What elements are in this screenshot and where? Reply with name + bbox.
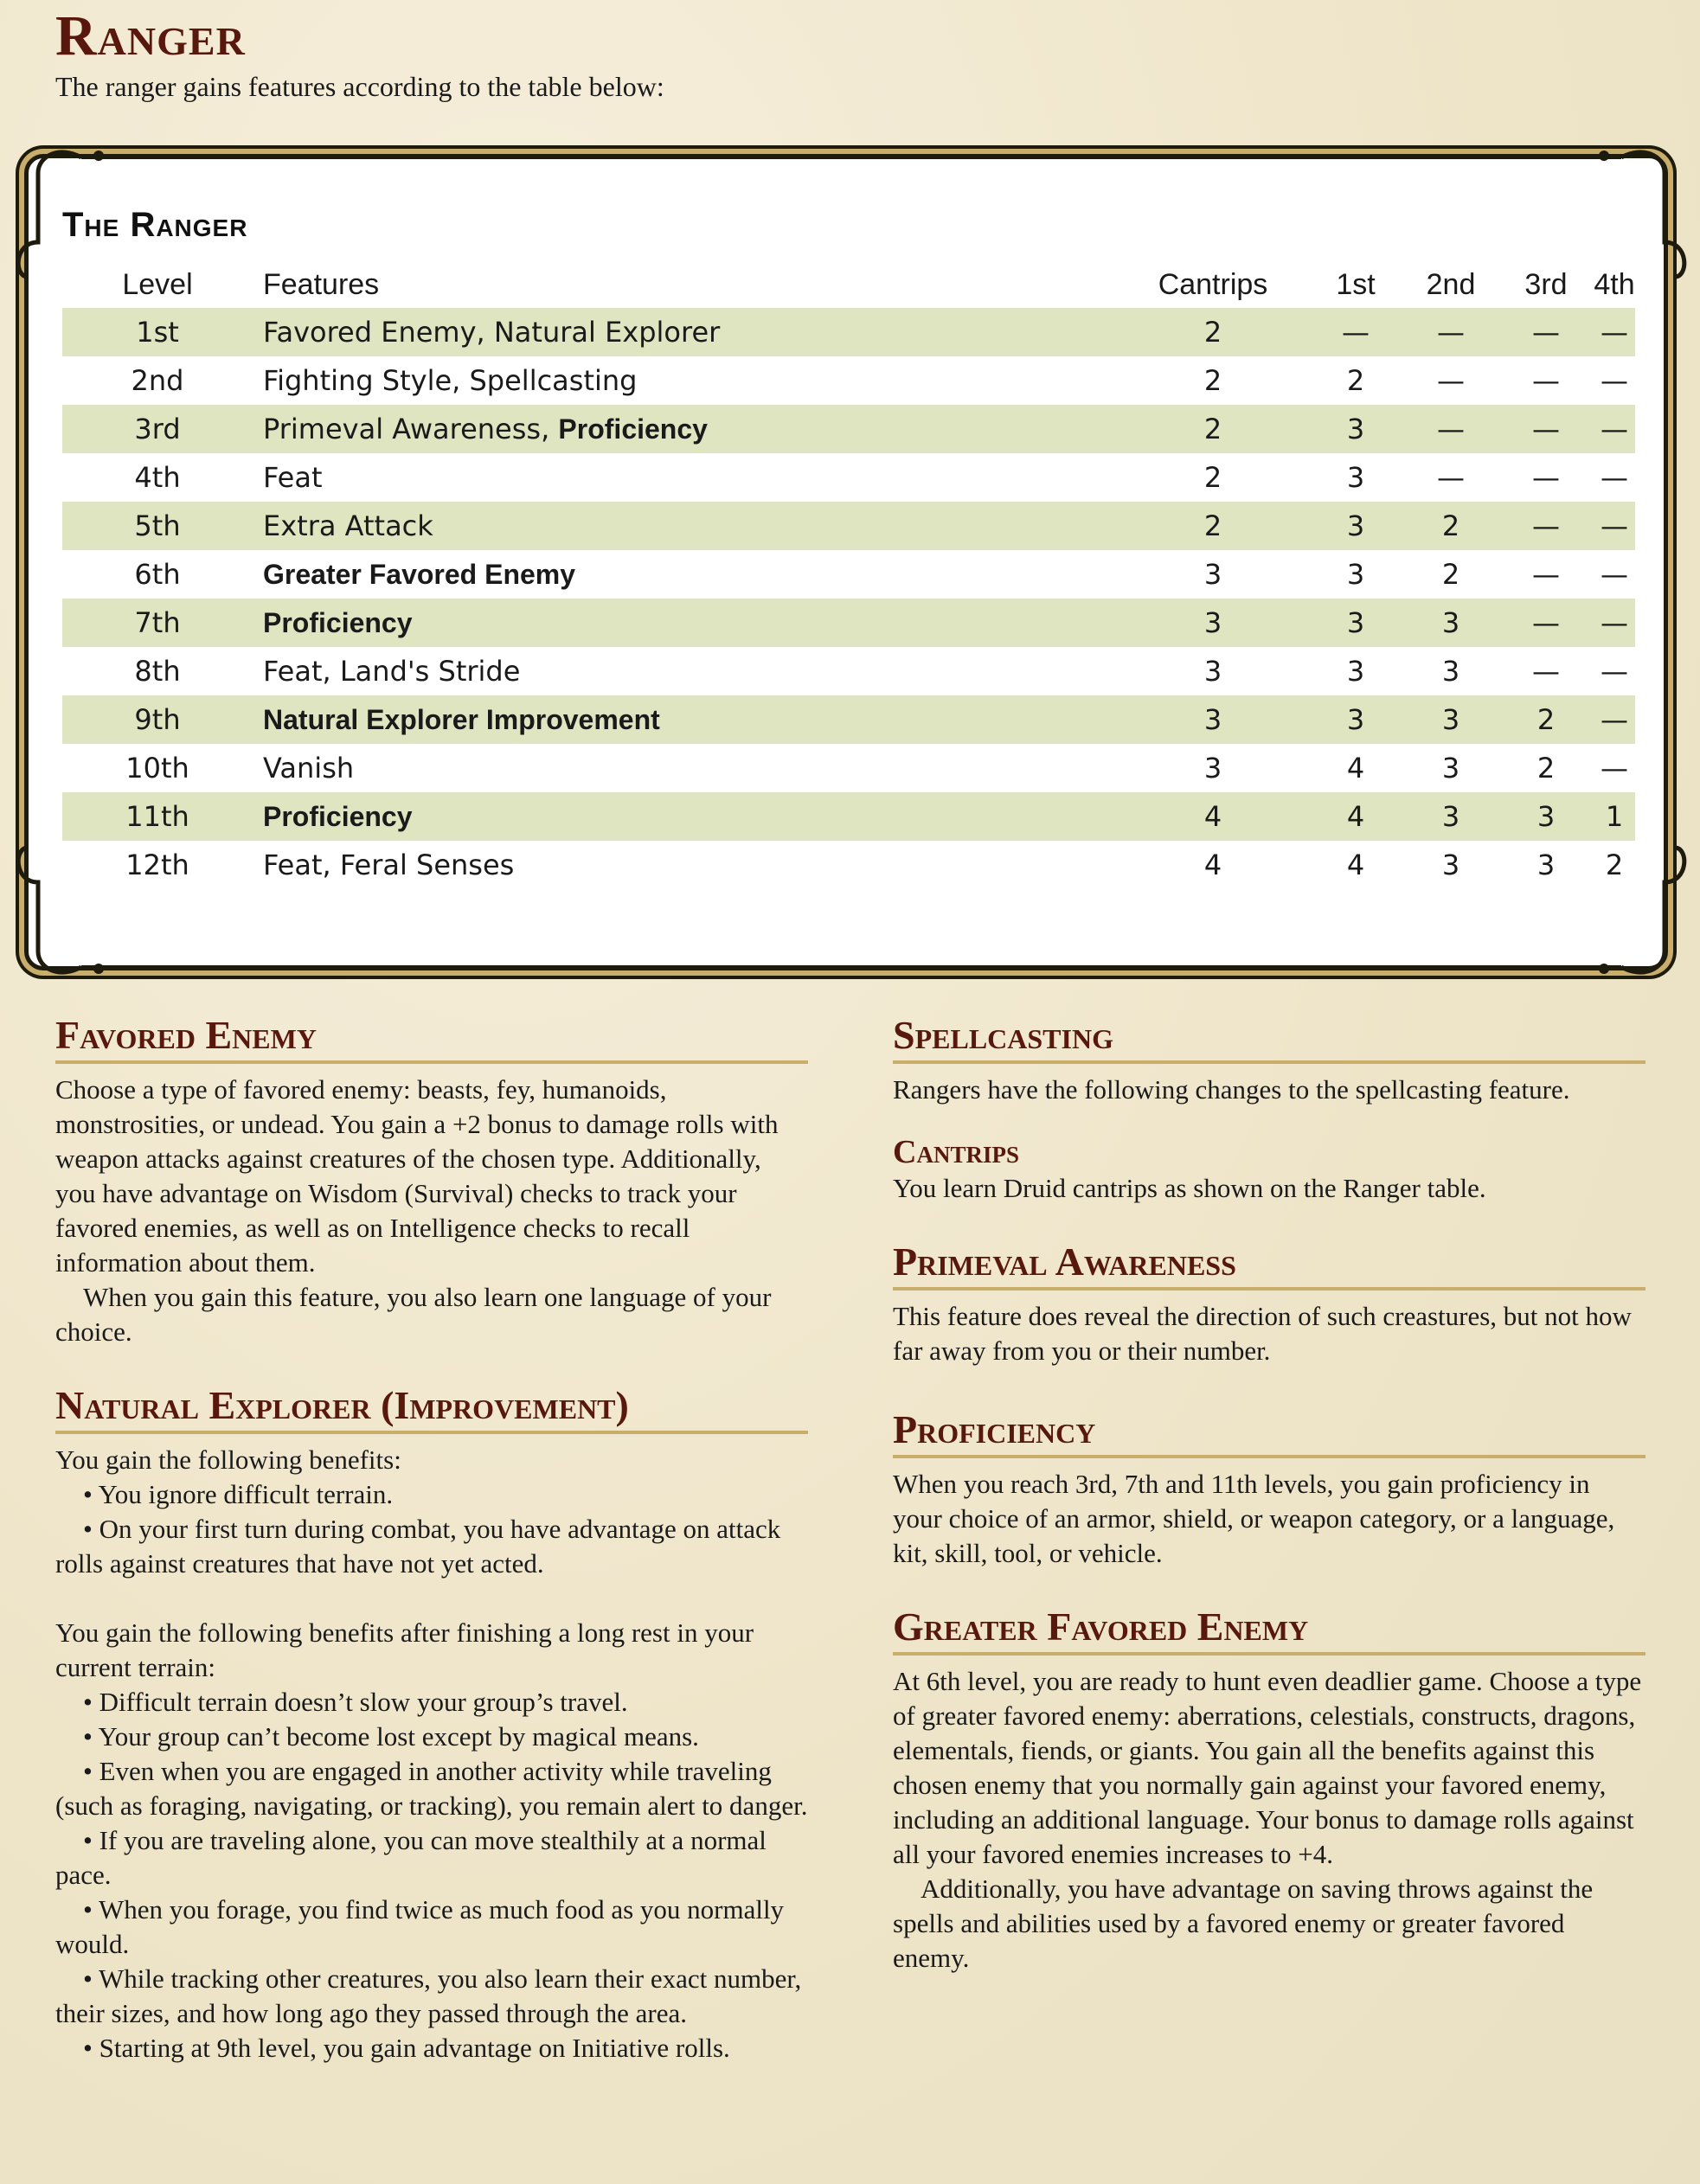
header-slot-4th: 4th <box>1594 267 1635 301</box>
ranger-table <box>62 261 1635 889</box>
cell-cantrips: 3 <box>1203 752 1222 785</box>
cell-cantrips: 3 <box>1203 655 1222 688</box>
cell-slot-4th: — <box>1594 599 1635 647</box>
cell-level: 11th <box>62 792 253 841</box>
cell-slot-1st: 3 <box>1346 461 1365 494</box>
natural-explorer-intro: You gain the following benefits: <box>55 1444 401 1475</box>
cell-level: 8th <box>134 655 181 688</box>
cell-slot-4th: — <box>1594 308 1635 356</box>
table-row <box>62 502 1635 550</box>
cell-slot-3rd: — <box>1532 364 1560 397</box>
cell-features: Feat, Feral Senses <box>263 849 515 881</box>
cell-slot-4th: 1 <box>1594 792 1635 841</box>
table-row <box>62 308 1635 356</box>
heading-natural-explorer: Natural Explorer (Improvement) <box>55 1382 808 1434</box>
cell-slot-1st: 3 <box>1346 655 1365 688</box>
cell-slot-4th: — <box>1594 695 1635 744</box>
heading-primeval-awareness: Primeval Awareness <box>893 1239 1645 1291</box>
cell-slot-2nd: — <box>1403 308 1498 356</box>
favored-enemy-text: Choose a type of favored enemy: beasts, fey, humanoids, monstrosities, or undead. You gain a +2 bonus to damage rolls with weapon attacks against creatures of the chosen type. Additionally, you have advantage on Wisdom (Survival) checks to track your favored enemies, as well as on Intelligence checks to recall information about them. <box>55 1074 779 1278</box>
header-features: Features <box>263 267 380 301</box>
cell-slot-3rd: 3 <box>1536 849 1556 881</box>
list-item: • On your first turn during combat, you have advantage on attack rolls against creatures that have not yet acted. <box>55 1514 781 1579</box>
cell-slot-3rd: — <box>1498 599 1594 647</box>
spellcasting-text: Rangers have the following changes to the spellcasting feature. <box>893 1074 1570 1105</box>
cell-slot-4th: — <box>1601 558 1628 591</box>
left-column <box>55 1012 808 2066</box>
cell-slot-2nd: — <box>1403 405 1498 453</box>
cell-cantrips: 4 <box>1118 792 1308 841</box>
cell-features: Vanish <box>263 752 355 785</box>
cell-slot-1st: 2 <box>1346 364 1365 397</box>
header-slot-3rd: 3rd <box>1524 267 1568 301</box>
cell-slot-1st: 4 <box>1308 792 1403 841</box>
cell-slot-2nd: 3 <box>1403 695 1498 744</box>
heading-spellcasting: Spellcasting <box>893 1012 1645 1064</box>
natural-explorer-intro-2: You gain the following benefits after finishing a long rest in your current terrain: <box>55 1617 754 1682</box>
header-slot-1st: 1st <box>1336 267 1376 301</box>
cell-features: Feat <box>263 461 323 494</box>
list-item: • Starting at 9th level, you gain advantage on Initiative rolls. <box>83 2033 730 2063</box>
cell-cantrips: 4 <box>1203 849 1222 881</box>
cell-level: 10th <box>125 752 189 785</box>
table-row <box>62 841 1635 889</box>
greater-favored-enemy-text-2: Additionally, you have advantage on saving throws against the spells and abilities used by a favored enemy or greater favored enemy. <box>893 1873 1594 1973</box>
greater-favored-enemy-text: At 6th level, you are ready to hunt even deadlier game. Choose a type of greater favored enemy: aberrations, celestials, constructs, dragons, elementals, fiends, or giants. You gain all the benefits against this chosen enemy that you normally gain against your favored enemy, including an additional language. Your bonus to damage rolls against all your favored enemies increases to +4. <box>893 1666 1642 1869</box>
feature-new: Proficiency <box>558 413 708 445</box>
cell-level: 2nd <box>131 364 184 397</box>
favored-enemy-text-2: When you gain this feature, you also learn one language of your choice. <box>55 1282 772 1347</box>
list-item: • Difficult terrain doesn’t slow your group’s travel. <box>83 1687 628 1717</box>
list-item: • If you are traveling alone, you can move stealthily at a normal pace. <box>55 1825 767 1890</box>
cell-level: 1st <box>62 308 253 356</box>
cell-slot-2nd: — <box>1437 364 1465 397</box>
cell-slot-3rd: — <box>1532 655 1560 688</box>
table-row <box>62 453 1635 502</box>
cell-cantrips: 2 <box>1118 502 1308 550</box>
table-row <box>62 599 1635 647</box>
table-header-row <box>62 261 1635 308</box>
cell-cantrips: 2 <box>1203 461 1222 494</box>
list-item: • Even when you are engaged in another activity while traveling (such as foraging, navigating, or tracking), you remain alert to danger. <box>55 1756 808 1821</box>
heading-cantrips: Cantrips <box>893 1134 1019 1170</box>
cell-features: Proficiency <box>253 599 1118 647</box>
cell-slot-1st: 3 <box>1308 695 1403 744</box>
cell-slot-3rd: — <box>1532 461 1560 494</box>
cell-cantrips: 2 <box>1203 364 1222 397</box>
cell-slot-3rd: — <box>1498 308 1594 356</box>
page-title: Ranger <box>55 4 246 67</box>
cell-level: 5th <box>62 502 253 550</box>
cell-slot-3rd: 2 <box>1536 752 1556 785</box>
primeval-awareness-text: This feature does reveal the direction of such creastures, but not how far away from you or their number. <box>893 1301 1632 1366</box>
cell-level: 4th <box>134 461 181 494</box>
cell-features: Proficiency <box>253 792 1118 841</box>
cell-features: Natural Explorer Improvement <box>253 695 1118 744</box>
table-title: The Ranger <box>62 206 248 244</box>
cell-slot-2nd: 3 <box>1441 849 1460 881</box>
cell-slot-2nd: 3 <box>1441 655 1460 688</box>
cell-level: 12th <box>125 849 189 881</box>
cell-features <box>253 405 1118 453</box>
cell-slot-2nd: — <box>1437 461 1465 494</box>
table-row <box>62 356 1635 405</box>
cell-slot-2nd: 2 <box>1403 502 1498 550</box>
list-item: • When you forage, you find twice as much food as you normally would. <box>55 1894 785 1959</box>
right-column <box>893 1012 1645 1976</box>
table-row <box>62 405 1635 453</box>
table-row <box>62 647 1635 695</box>
cell-features: Extra Attack <box>253 502 1118 550</box>
cell-slot-1st: — <box>1308 308 1403 356</box>
cell-slot-4th: 2 <box>1605 849 1624 881</box>
cell-cantrips: 3 <box>1203 558 1222 591</box>
cell-slot-3rd: — <box>1498 502 1594 550</box>
cell-level: 9th <box>62 695 253 744</box>
cell-slot-2nd: 3 <box>1403 792 1498 841</box>
table-row <box>62 695 1635 744</box>
cell-features: Favored Enemy, Natural Explorer <box>253 308 1118 356</box>
cell-slot-2nd: 3 <box>1403 599 1498 647</box>
cell-level: 6th <box>134 558 181 591</box>
cell-slot-2nd: 2 <box>1441 558 1460 591</box>
cell-features: Greater Favored Enemy <box>263 558 576 590</box>
cell-level: 3rd <box>62 405 253 453</box>
cell-slot-4th: — <box>1601 461 1628 494</box>
cell-level: 7th <box>62 599 253 647</box>
heading-greater-favored-enemy: Greater Favored Enemy <box>893 1604 1645 1656</box>
cell-features: Fighting Style, Spellcasting <box>263 364 638 397</box>
table-row <box>62 792 1635 841</box>
cell-slot-1st: 3 <box>1346 558 1365 591</box>
intro-text: The ranger gains features according to the table below: <box>55 71 664 102</box>
list-item: • Your group can’t become lost except by magical means. <box>83 1721 699 1752</box>
cell-slot-2nd: 3 <box>1441 752 1460 785</box>
header-level: Level <box>122 267 193 301</box>
heading-favored-enemy: Favored Enemy <box>55 1012 808 1064</box>
list-item: • You ignore difficult terrain. <box>83 1479 394 1509</box>
heading-proficiency: Proficiency <box>893 1406 1645 1458</box>
cell-slot-3rd: 3 <box>1498 792 1594 841</box>
cell-slot-1st: 3 <box>1308 405 1403 453</box>
feature-plain: Primeval Awareness, <box>263 413 559 445</box>
cell-features: Feat, Land's Stride <box>263 655 521 688</box>
cell-slot-3rd: — <box>1498 405 1594 453</box>
cell-slot-1st: 3 <box>1308 599 1403 647</box>
cell-slot-4th: — <box>1601 655 1628 688</box>
header-cantrips: Cantrips <box>1158 267 1268 301</box>
table-row <box>62 550 1635 599</box>
cell-slot-1st: 4 <box>1346 849 1365 881</box>
cell-slot-4th: — <box>1601 752 1628 785</box>
list-item: • While tracking other creatures, you also learn their exact number, their sizes, and how long ago they passed through the area. <box>55 1963 802 2028</box>
proficiency-text: When you reach 3rd, 7th and 11th levels, you gain proficiency in your choice of an armor, shield, or weapon category, or a language, kit, skill, tool, or vehicle. <box>893 1469 1615 1568</box>
cantrips-text: You learn Druid cantrips as shown on the Ranger table. <box>893 1173 1486 1203</box>
cell-slot-4th: — <box>1594 502 1635 550</box>
cell-slot-4th: — <box>1601 364 1628 397</box>
cell-slot-1st: 3 <box>1308 502 1403 550</box>
cell-cantrips: 2 <box>1118 405 1308 453</box>
cell-slot-3rd: 2 <box>1498 695 1594 744</box>
cell-cantrips: 3 <box>1118 695 1308 744</box>
cell-cantrips: 3 <box>1118 599 1308 647</box>
cell-cantrips: 2 <box>1118 308 1308 356</box>
cell-slot-1st: 4 <box>1346 752 1365 785</box>
cell-slot-3rd: — <box>1532 558 1560 591</box>
cell-slot-4th: — <box>1594 405 1635 453</box>
table-row <box>62 744 1635 792</box>
header-slot-2nd: 2nd <box>1426 267 1476 301</box>
